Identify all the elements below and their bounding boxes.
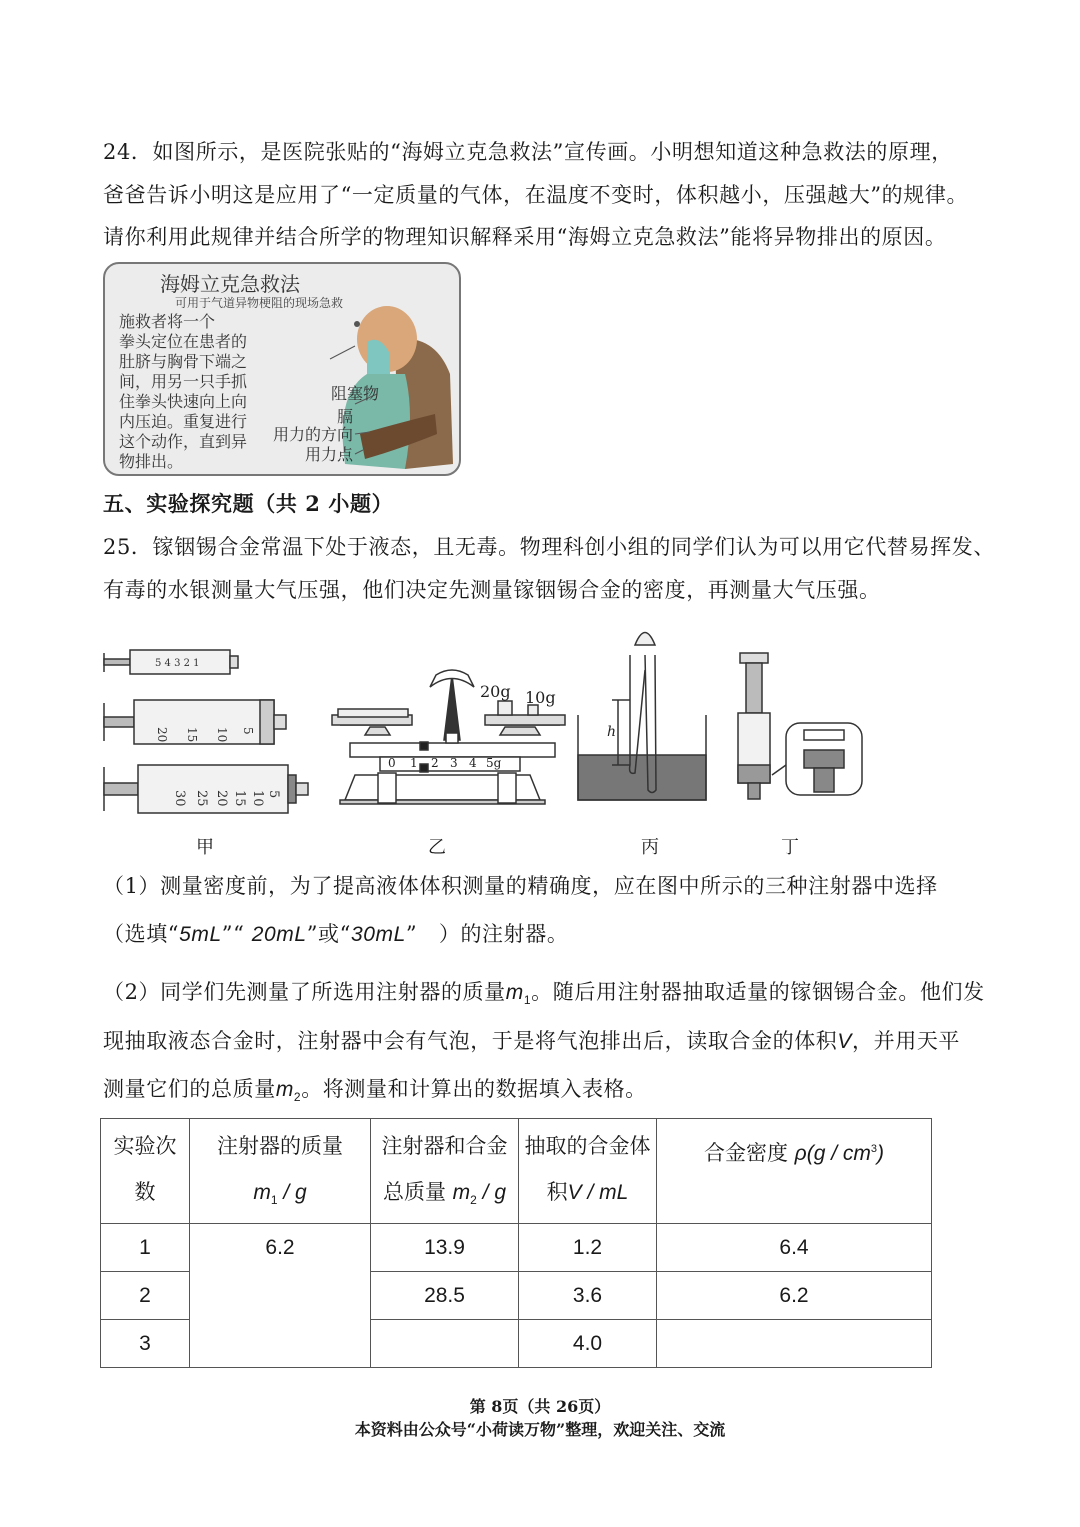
syringe-large-scale-2: 20 <box>214 790 229 807</box>
q25-sub1-text-c: ”或“ <box>306 922 351 946</box>
cell-m2: 28.5 <box>371 1272 519 1320</box>
q25-sub2-text-b: 。随后用注射器抽取适量的镓铟锡合金。他们发 <box>531 980 985 1004</box>
header-v-a: 抽取的合金体 <box>524 1134 651 1158</box>
header-density <box>657 1119 932 1224</box>
poster-label-obstruction: 阻塞物 <box>331 384 380 403</box>
syringe-mid-scale-3: 5 <box>241 727 255 735</box>
cell-m2: 13.9 <box>371 1224 519 1272</box>
q25-line-1: 25．镓铟锡合金常温下处于液态，且无毒。物理科创小组的同学们认为可以用它代替易挥发、 <box>103 535 995 559</box>
syringe-large-scale-3: 15 <box>232 790 247 807</box>
var-m1-sub: 1 <box>523 993 532 1008</box>
header-v-b <box>519 1169 656 1216</box>
balance-scale-2: 2 <box>431 756 439 770</box>
header-trial-b: 数 <box>134 1180 156 1204</box>
header-m2-var: m <box>452 1181 471 1204</box>
header-m2-a: 注射器和合金 <box>381 1134 508 1158</box>
heimlich-poster <box>103 262 461 476</box>
poster-subtitle: 可用于气道异物梗阻的现场急救 <box>175 296 344 310</box>
option-20ml: 20mL <box>251 923 307 946</box>
syringe-20ml <box>104 700 286 744</box>
section-5-heading: 五、实验探究题（共 2 小题） <box>103 491 394 516</box>
cell-trial: 1 <box>101 1224 190 1272</box>
cell-rho: 6.2 <box>657 1272 932 1320</box>
data-table <box>100 1118 932 1368</box>
balance-scale-1: 1 <box>410 756 418 770</box>
table-header-row <box>101 1119 932 1224</box>
header-rho-var: ρ <box>794 1142 807 1165</box>
syringe-large-scale-5: 5 <box>266 790 281 799</box>
poster-body: 施救者将一个 拳头定位在患者的 肚脐与胸骨下端之 间，用另一只手抓 住拳头快速向上向 内压迫。重复进行 这个动作，直到异 物排出。 <box>119 312 248 471</box>
header-m2-text: 总质量 <box>382 1180 453 1204</box>
header-m2-b <box>371 1169 518 1223</box>
cell-v: 1.2 <box>519 1224 657 1272</box>
caption-yi: 乙 <box>428 837 446 858</box>
poster-label-diaphragm: 膈 <box>337 407 354 426</box>
header-m2-unit: / g <box>476 1181 507 1204</box>
q24-line-1: 24．如图所示，是医院张贴的“海姆立克急救法”宣传画。小明想知道这种急救法的原理， <box>103 140 953 164</box>
weight-10g-label: 10g <box>525 688 556 707</box>
experiment-figure <box>100 615 930 860</box>
balance-scale-5: 5g <box>486 756 502 770</box>
option-30ml: 30mL <box>350 923 406 946</box>
q25-sub2-text-c: 现抽取液态合金时，注射器中会有气泡，于是将气泡排出后，读取合金的体积 <box>103 1029 838 1053</box>
balance-scale-0: 0 <box>388 756 396 770</box>
header-trial <box>101 1119 190 1224</box>
footer-note: 本资料由公众号“小荷读万物”整理，欢迎关注、交流 <box>354 1420 726 1439</box>
syringe-large-scale-1: 25 <box>194 790 209 807</box>
cell-trial: 3 <box>101 1320 190 1368</box>
caption-jia: 甲 <box>196 837 214 858</box>
balance-scale-3: 3 <box>450 756 458 770</box>
syringe-mid-scale-2: 10 <box>215 727 229 743</box>
q25-sub1-text-d: ” ）的注射器。 <box>405 922 569 946</box>
header-m1 <box>190 1119 371 1224</box>
poster-label-force-point: 用力点 <box>305 445 354 464</box>
header-m1-a: 注射器的质量 <box>217 1134 343 1158</box>
cell-v: 3.6 <box>519 1272 657 1320</box>
cell-rho <box>657 1320 932 1368</box>
q25-sub1-line-2 <box>103 919 568 950</box>
page-number: 第 8页（共 26页） <box>469 1397 611 1416</box>
beaker-tube <box>578 633 706 801</box>
q25-sub2-line-2 <box>103 1026 960 1057</box>
option-5ml: 5mL <box>179 923 222 946</box>
header-m2 <box>371 1119 519 1224</box>
poster-title: 海姆立克急救法 <box>160 272 300 296</box>
var-m1: m <box>505 981 524 1004</box>
header-m1-unit: / g <box>277 1181 307 1204</box>
q24-line-2: 爸爸告诉小明这是应用了“一定质量的气体，在温度不变时，体积越小，压强越大”的规律。 <box>103 183 969 207</box>
header-trial-a: 实验次 <box>113 1134 177 1158</box>
balance-scale-4: 4 <box>469 756 477 770</box>
syringe-30ml <box>104 765 308 813</box>
var-v: V <box>837 1030 853 1053</box>
header-m1-b <box>190 1169 370 1223</box>
syringe-small-scale: 5 4 3 2 1 <box>155 658 200 669</box>
header-rho-unit: (g / cm <box>806 1142 871 1165</box>
syringe-large-scale-0: 30 <box>172 790 187 807</box>
q25-line-2: 有毒的水银测量大气压强，他们决定先测量镓铟锡合金的密度，再测量大气压强。 <box>103 578 881 602</box>
q25-sub2-line-3 <box>103 1074 647 1112</box>
header-volume <box>519 1119 657 1224</box>
header-rho-text: 合金密度 <box>703 1141 795 1165</box>
header-v-var: V <box>567 1181 582 1204</box>
cell-trial: 2 <box>101 1272 190 1320</box>
weight-20g-label: 20g <box>480 682 511 701</box>
height-label: h <box>607 724 617 740</box>
balance <box>332 670 565 804</box>
header-m1-var: m <box>253 1181 271 1204</box>
q25-sub1-text-a: （选填“ <box>103 922 180 946</box>
header-m1-sub: 1 <box>270 1193 278 1208</box>
cell-m1: 6.2 <box>190 1224 371 1368</box>
q25-sub1-text-b: ”“ <box>221 922 252 946</box>
header-v-text: 积 <box>546 1180 568 1204</box>
cell-m2 <box>371 1320 519 1368</box>
header-rho-close: ) <box>877 1142 884 1165</box>
syringe-mid-scale-0: 20 <box>155 727 169 743</box>
vertical-syringe <box>738 653 862 799</box>
header-rho-sup: 3 <box>870 1143 877 1155</box>
header-m2-sub: 2 <box>470 1193 477 1208</box>
cell-rho: 6.4 <box>657 1224 932 1272</box>
poster-label-force-direction: 用力的方向 <box>273 425 354 444</box>
q25-sub2-text-d: ，并用天平 <box>852 1029 961 1053</box>
cell-v: 4.0 <box>519 1320 657 1368</box>
q25-sub1-line-1: （1）测量密度前，为了提高液体体积测量的精确度，应在图中所示的三种注射器中选择 <box>103 874 938 898</box>
table-row <box>101 1224 932 1272</box>
q25-sub2-line-1 <box>103 977 985 1015</box>
var-m2: m <box>275 1078 294 1101</box>
var-m2-sub: 2 <box>293 1090 302 1105</box>
q25-sub2-text-f: 。将测量和计算出的数据填入表格。 <box>301 1077 647 1101</box>
caption-ding: 丁 <box>781 837 799 858</box>
q25-sub2-text-a: （2）同学们先测量了所选用注射器的质量 <box>103 980 506 1004</box>
q25-sub2-text-e: 测量它们的总质量 <box>103 1077 276 1101</box>
header-v-unit: / mL <box>581 1181 629 1204</box>
syringe-5ml <box>104 650 238 674</box>
syringe-large-scale-4: 10 <box>250 790 265 807</box>
caption-bing: 丙 <box>641 837 659 858</box>
syringe-mid-scale-1: 15 <box>185 727 199 743</box>
q24-line-3: 请你利用此规律并结合所学的物理知识解释采用“海姆立克急救法”能将异物排出的原因。 <box>103 225 947 249</box>
